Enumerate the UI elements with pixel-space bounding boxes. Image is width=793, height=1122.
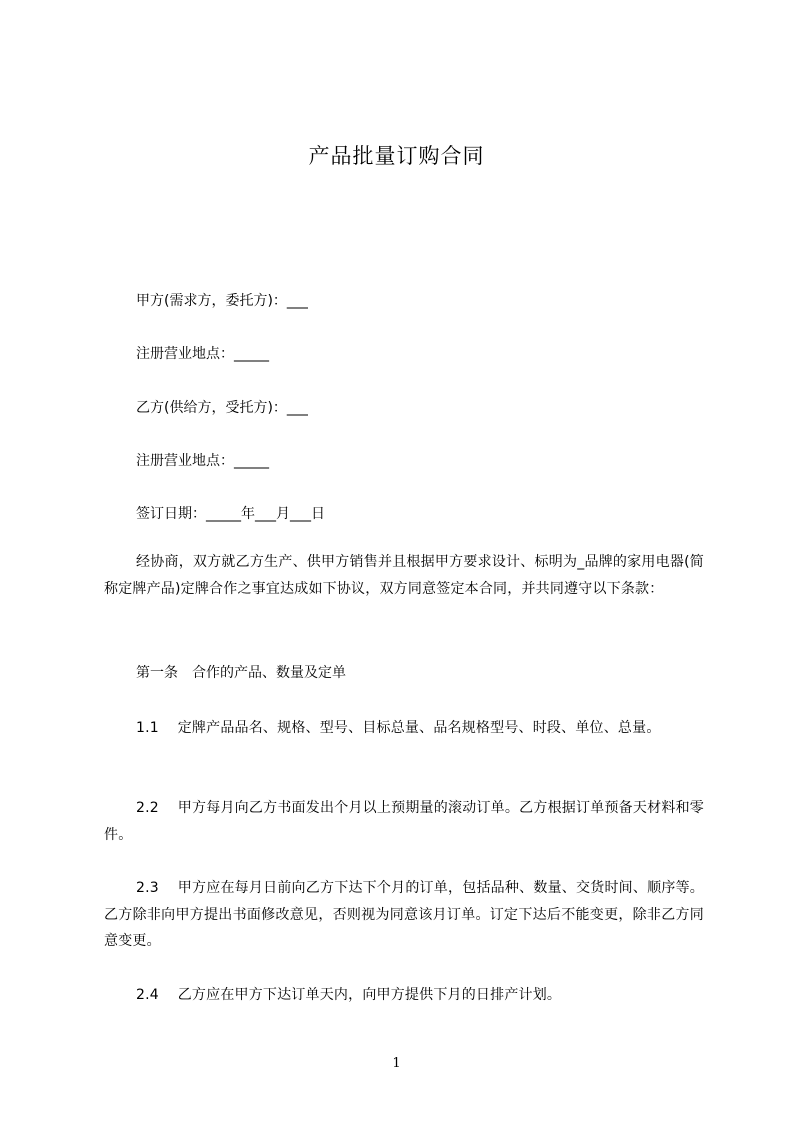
party-a-address-line: 注册营业地点：_____ [136,346,269,362]
party-b-line: 乙方(供给方，受托方)：___ [136,400,308,416]
party-b-address-line: 注册营业地点：_____ [136,453,269,469]
clause-2-2: 2.2 甲方每月向乙方书面发出个月以上预期量的滚动订单。乙方根据订单预备天材料和零件。 [104,800,704,843]
article-1-heading: 第一条 合作的产品、数量及定单 [136,665,346,681]
preamble-paragraph: 经协商，双方就乙方生产、供甲方销售并且根据甲方要求设计、标明为_品牌的家用电器(简称定牌产品)定牌合作之事宜达成如下协议，双方同意签定本合同，并共同遵守以下条款： [104,554,704,597]
clause-1-1: 1.1 定牌产品品名、规格、型号、目标总量、品名规格型号、时段、单位、总量。 [136,720,661,736]
sign-date-line: 签订日期：_____年___月___日 [136,506,325,522]
clause-2-4: 2.4 乙方应在甲方下达订单天内，向甲方提供下月的日排产计划。 [136,987,562,1003]
clause-2-3: 2.3 甲方应在每月日前向乙方下达下个月的订单，包括品种、数量、交货时间、顺序等。乙方除非向甲方提出书面修改意见，否则视为同意该月订单。订定下达后不能变更，除非乙方同意变更。 [104,880,704,949]
document-title: 产品批量订购合同 [308,144,485,168]
party-a-line: 甲方(需求方，委托方)：___ [136,293,308,309]
page-number: 1 [392,1056,401,1071]
